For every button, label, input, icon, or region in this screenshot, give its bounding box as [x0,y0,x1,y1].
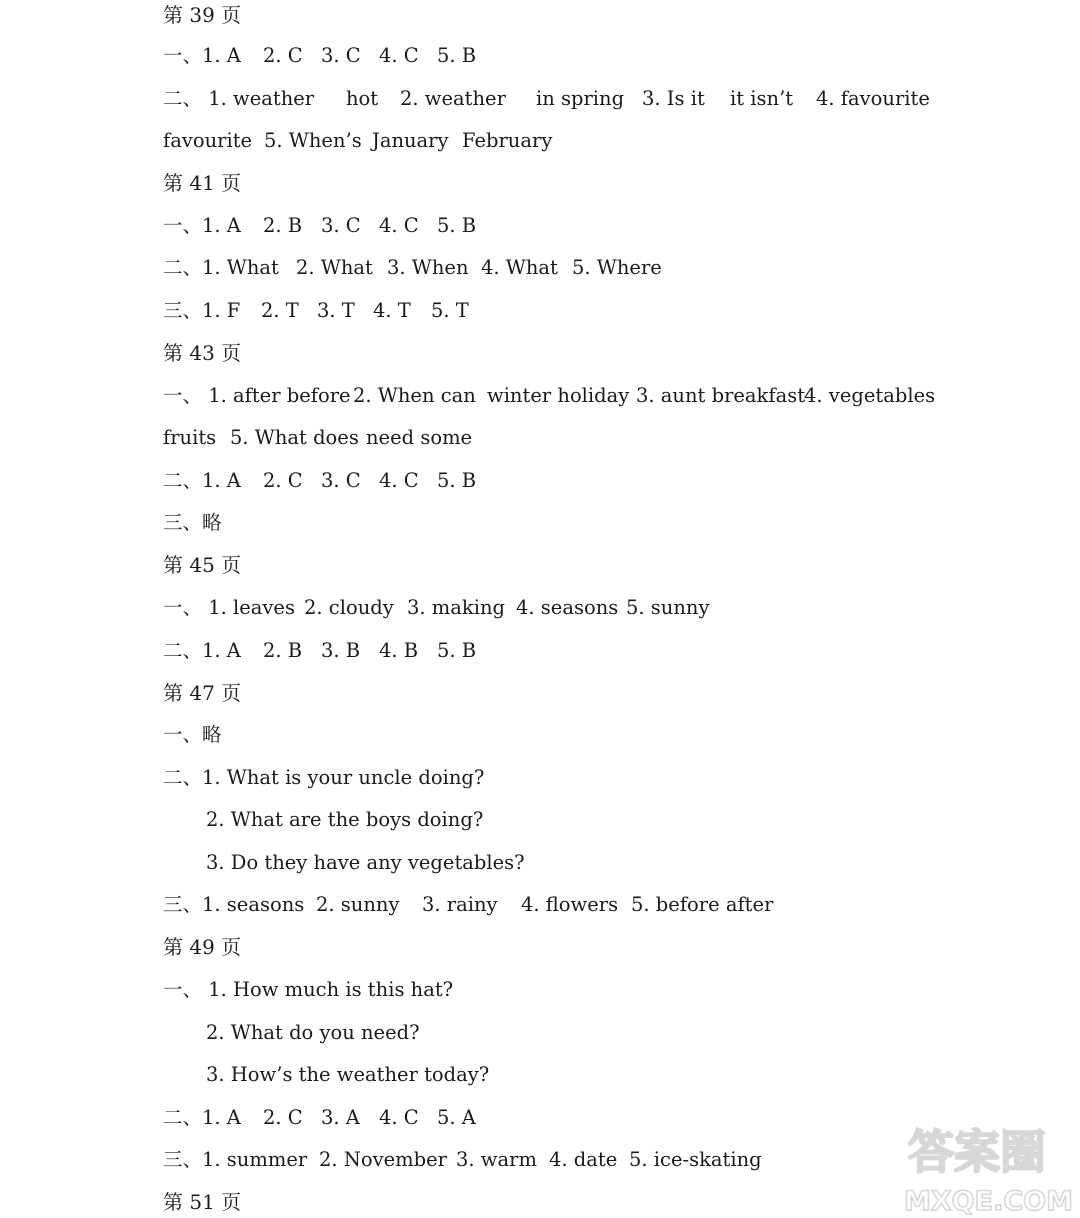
answer-item: 2. sunny [316,893,400,916]
answer-item: 5. B [437,214,477,237]
watermark-top-text: 答案圈 [908,1125,1046,1179]
page-heading-41: 第 41 页 [163,171,242,195]
answer-item: 5. B [437,639,477,662]
answer-item: 二、1. A [163,1106,241,1129]
answer-item: hot [346,87,379,110]
answer-line: 一、 1. How much is this hat? [163,978,454,1001]
answer-line: 2. What do you need? [206,1021,420,1044]
answer-line: 二、1. What is your uncle doing? [163,766,485,789]
answer-item: 二、1. A [163,639,241,662]
answer-line [163,423,472,453]
answer-item: 5. A [437,1106,476,1129]
answer-item: 2. C [263,1106,303,1129]
answer-item: 4. B [379,639,419,662]
answer-item: 4. What [481,256,558,279]
page-heading-51: 第 51 页 [163,1190,242,1214]
answer-line [163,381,935,411]
answer-item: 3. A [321,1106,360,1129]
answer-item: 3. C [321,44,361,67]
answer-item: it isn’t [730,87,794,110]
answer-item: 二、1. What [163,256,279,279]
answer-line: 一、略 [163,723,222,746]
answer-line [163,890,773,920]
answer-line [163,126,552,156]
answer-item: 2. When can [353,384,476,407]
page-heading-43: 第 43 页 [163,341,242,365]
answer-item: favourite [163,129,253,152]
answer-item: 一、1. A [163,44,241,67]
answer-line [163,636,476,666]
answer-item: 4. vegetables [804,384,936,407]
answer-item: 3. aunt breakfast [636,384,806,407]
answer-item: 2. cloudy [304,596,394,619]
answer-item: 5. When’s [264,129,362,152]
page-heading-47: 第 47 页 [163,681,242,705]
page-heading-39: 第 39 页 [163,3,242,27]
answer-item: 4. C [379,469,419,492]
watermark-logo [900,1110,1075,1218]
answer-line: 三、略 [163,511,222,534]
answer-item: in spring [536,87,625,110]
answer-item: 5. sunny [626,596,710,619]
answer-line [163,593,710,623]
answer-line [163,41,476,71]
answer-item: 三、1. summer [163,1148,308,1171]
answer-item: 3. making [407,596,506,619]
answer-item: 3. C [321,469,361,492]
answer-item: 4. C [379,1106,419,1129]
answer-line [163,296,469,326]
answer-item: 二、 1. weather [163,87,315,110]
answer-item: 4. flowers [521,893,619,916]
answer-item: 5. before after [631,893,774,916]
answer-item: 3. B [321,639,361,662]
answer-line [163,1103,476,1133]
answer-item: fruits [163,426,217,449]
answer-item: 2. weather [400,87,506,110]
watermark-bottom-text: MXQE.COM [904,1186,1073,1217]
answer-line: 3. How’s the weather today? [206,1063,490,1086]
answer-item: 一、 1. leaves [163,596,295,619]
answer-item: 3. When [387,256,469,279]
answer-item: 5. B [437,469,477,492]
answer-item: 5. T [431,299,469,322]
answer-item: 3. T [317,299,355,322]
answer-item: 2. What [296,256,373,279]
answer-item: 5. Where [572,256,662,279]
answer-item: 5. What does [230,426,359,449]
answer-item: 4. C [379,214,419,237]
answer-line: 3. Do they have any vegetables? [206,851,525,874]
answer-item: 5. ice-skating [629,1148,762,1171]
answer-item: winter holiday [487,384,630,407]
answer-item: need some [366,426,473,449]
answer-item: 2. C [263,469,303,492]
answer-item: 4. T [373,299,411,322]
answer-item: 3. rainy [422,893,498,916]
answer-line: 2. What are the boys doing? [206,808,484,831]
answer-line [163,211,476,241]
answer-item: 三、1. seasons [163,893,305,916]
answer-item: 一、1. A [163,214,241,237]
answer-line [163,466,476,496]
answer-item: 三、1. F [163,299,241,322]
answer-item: 3. Is it [642,87,705,110]
answer-item: 2. C [263,44,303,67]
answer-item: 4. C [379,44,419,67]
answer-item: 一、 1. after before [163,384,351,407]
answer-item: 4. date [549,1148,618,1171]
answer-item: 4. seasons [516,596,619,619]
answer-item: 二、1. A [163,469,241,492]
answer-line [163,84,930,114]
answer-item: 4. favourite [816,87,930,110]
answer-line [163,253,662,283]
answer-item: 3. C [321,214,361,237]
answer-item: January [372,129,449,152]
answer-item: 2. T [261,299,299,322]
answer-item: 2. November [319,1148,447,1171]
answer-item: February [462,129,553,152]
answer-item: 3. warm [456,1148,537,1171]
answer-item: 2. B [263,639,303,662]
answer-line [163,1145,762,1175]
answer-item: 5. B [437,44,477,67]
answer-item: 2. B [263,214,303,237]
page-heading-49: 第 49 页 [163,935,242,959]
page-heading-45: 第 45 页 [163,553,242,577]
